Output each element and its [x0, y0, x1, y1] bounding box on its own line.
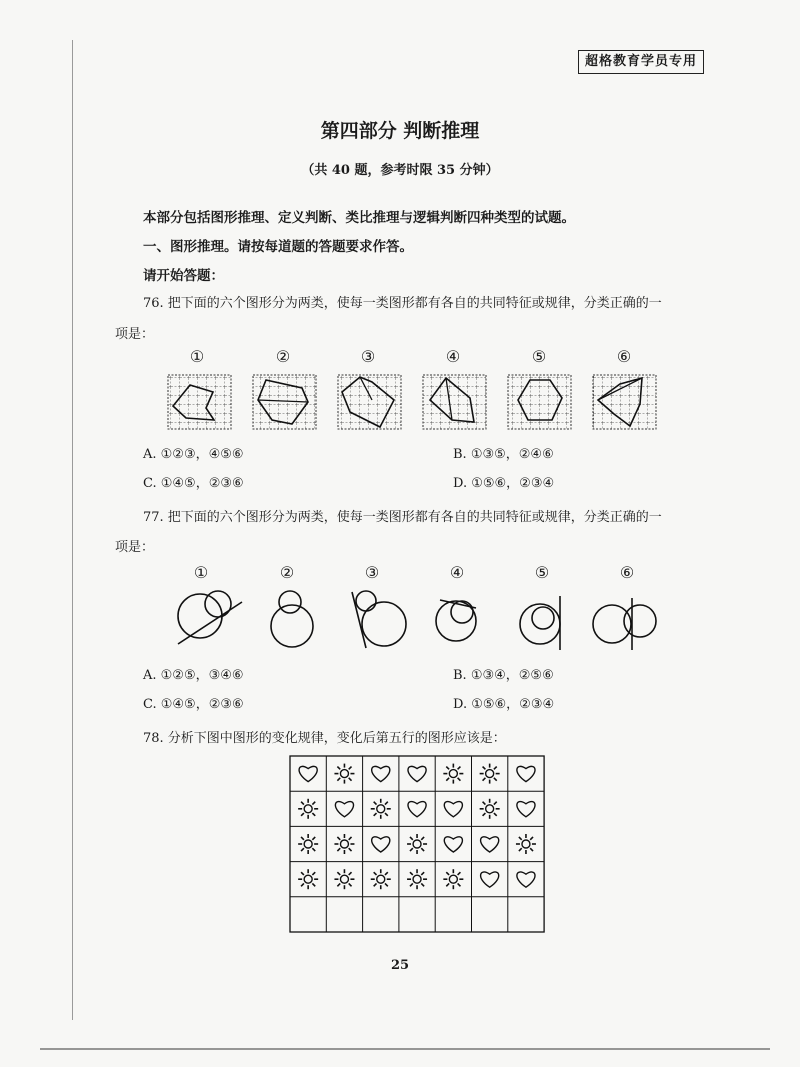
q76-label-5: ⑤	[531, 347, 547, 366]
sun-icon	[298, 869, 318, 889]
q77-label-2: ②	[279, 563, 295, 582]
sun-icon	[371, 869, 391, 889]
section-subtitle: （共 40 题，参考时限 35 分钟）	[301, 163, 499, 178]
q77-label-6: ⑥	[619, 563, 635, 582]
heart-icon	[372, 837, 390, 852]
q76-label-3: ③	[360, 347, 376, 366]
sun-icon	[480, 764, 500, 784]
q76-text-line1: 76. 把下面的六个图形分为两类，使每一类图形都有各自的共同特征或规律，分类正确的一	[143, 296, 662, 311]
q76-label-1: ①	[189, 347, 205, 366]
q76-option-c[interactable]: C. ①④⑤，②③⑥	[143, 476, 244, 491]
stamp-label: 超格教育学员专用	[578, 50, 704, 74]
sun-icon	[443, 869, 463, 889]
heart-icon	[481, 872, 499, 887]
sun-icon	[334, 834, 354, 854]
heart-icon	[299, 766, 317, 781]
q77-option-b[interactable]: B. ①③④，②⑤⑥	[453, 668, 554, 683]
heart-icon	[408, 802, 426, 817]
q76-text-line2: 项是：	[115, 327, 155, 342]
q77-option-a[interactable]: A. ①②⑤，③④⑥	[143, 668, 244, 683]
q78-text: 78. 分析下图中图形的变化规律，变化后第五行的图形应该是：	[143, 731, 506, 746]
q77-label-1: ①	[193, 563, 209, 582]
q77-text-line1: 77. 把下面的六个图形分为两类，使每一类图形都有各自的共同特征或规律，分类正确的一	[143, 510, 662, 525]
heart-icon	[444, 802, 462, 817]
section-title: 第四部分 判断推理	[320, 120, 480, 142]
q76-label-2: ②	[275, 347, 291, 366]
start-prompt: 请开始答题：	[143, 268, 224, 284]
sun-icon	[407, 869, 427, 889]
q76-option-d[interactable]: D. ①⑤⑥，②③④	[453, 476, 555, 491]
heart-icon	[517, 766, 535, 781]
heart-icon	[335, 802, 353, 817]
q76-option-a[interactable]: A. ①②③，④⑤⑥	[143, 447, 244, 462]
part-one-heading: 一、图形推理。请按每道题的答题要求作答。	[143, 239, 413, 255]
sun-icon	[516, 834, 536, 854]
heart-icon	[408, 766, 426, 781]
q76-option-b[interactable]: B. ①③⑤，②④⑥	[453, 447, 554, 462]
q77-option-d[interactable]: D. ①⑤⑥，②③④	[453, 697, 555, 712]
sun-icon	[480, 799, 500, 819]
q77-text-line2: 项是：	[115, 540, 155, 555]
sun-icon	[443, 764, 463, 784]
q76-label-4: ④	[445, 347, 461, 366]
heart-icon	[444, 837, 462, 852]
section-intro: 本部分包括图形推理、定义判断、类比推理与逻辑判断四种类型的试题。	[143, 210, 575, 226]
sun-icon	[298, 799, 318, 819]
q76-label-6: ⑥	[616, 347, 632, 366]
q77-label-3: ③	[364, 563, 380, 582]
sun-icon	[334, 764, 354, 784]
q77-label-4: ④	[449, 563, 465, 582]
q77-label-5: ⑤	[534, 563, 550, 582]
heart-icon	[481, 837, 499, 852]
sun-icon	[334, 869, 354, 889]
heart-icon	[517, 872, 535, 887]
heart-icon	[517, 802, 535, 817]
heart-icon	[372, 766, 390, 781]
q77-option-c[interactable]: C. ①④⑤，②③⑥	[143, 697, 244, 712]
page-number: 25	[390, 958, 410, 973]
sun-icon	[407, 834, 427, 854]
sun-icon	[371, 799, 391, 819]
sun-icon	[298, 834, 318, 854]
